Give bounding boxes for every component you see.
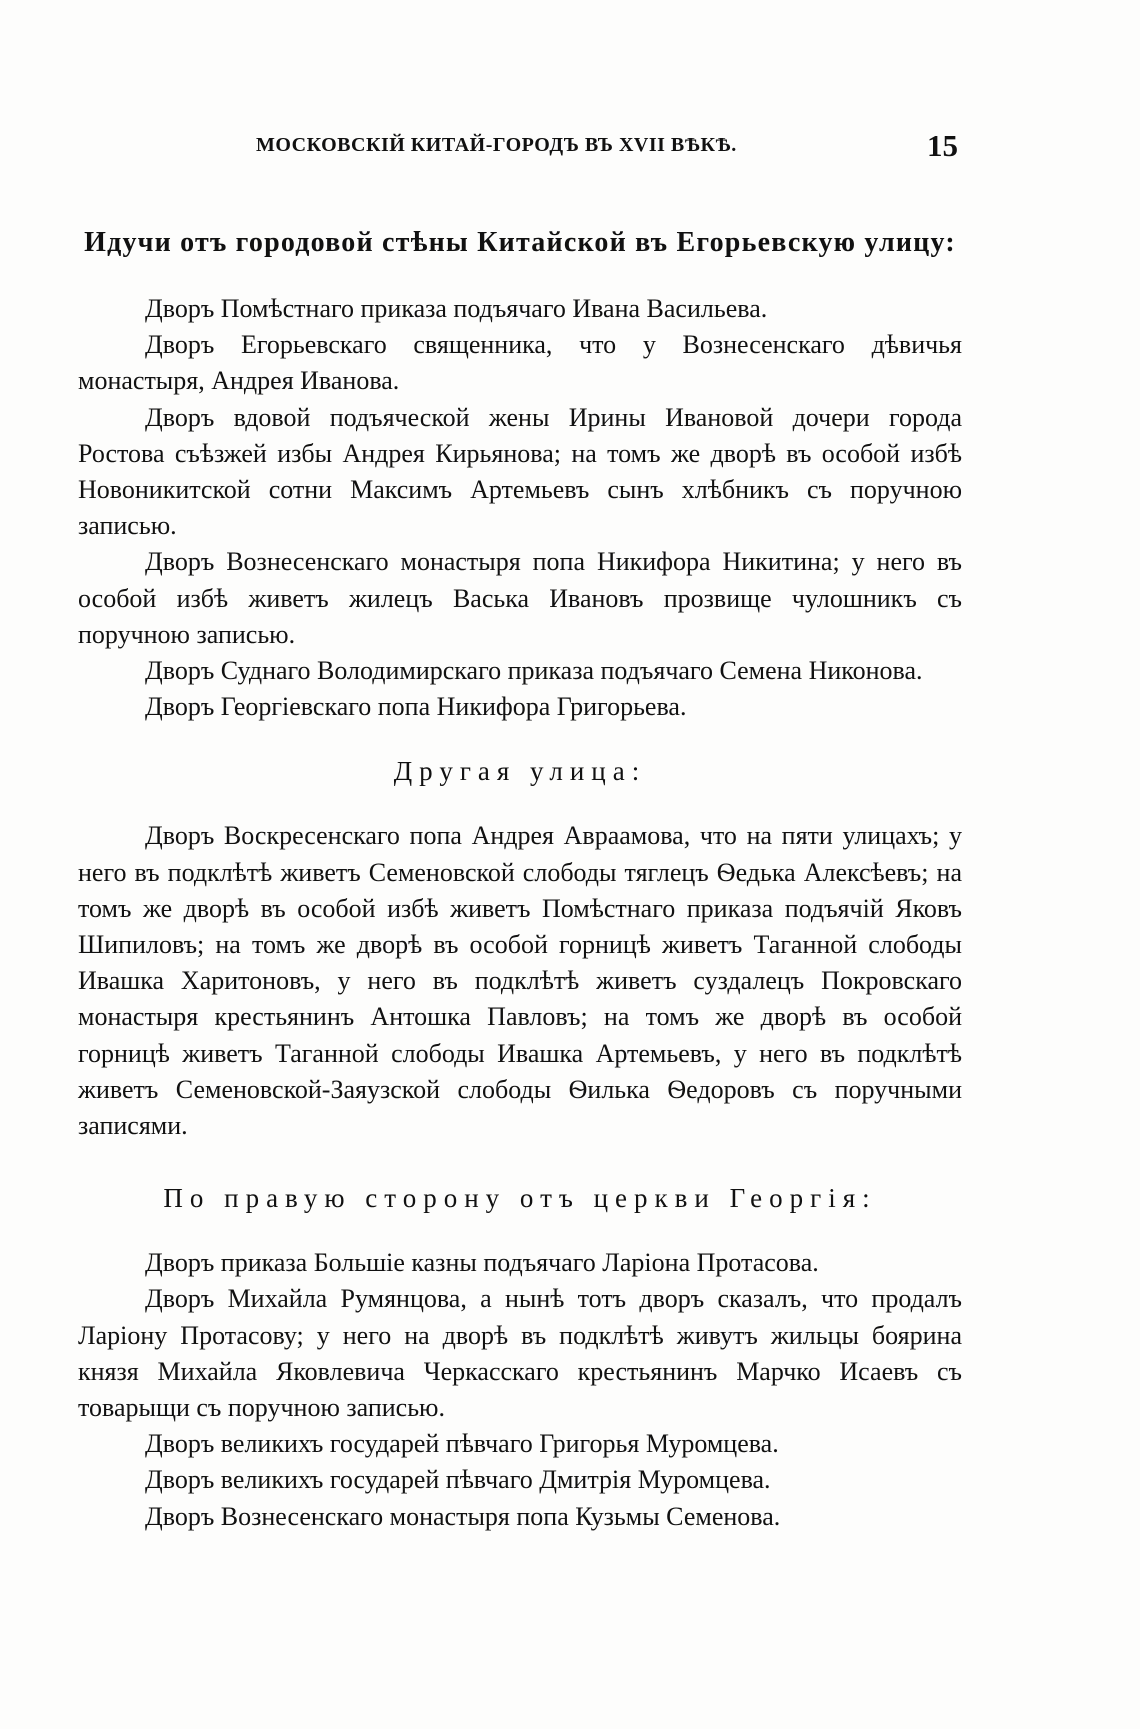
section-heading-other-street: Другая улица: — [393, 756, 647, 787]
paragraph: Дворъ Суднаго Володимирскаго приказа подъячаго Семена Никонова. — [145, 656, 923, 686]
running-title: МОСКОВСКІЙ КИТАЙ-ГОРОДЪ ВЪ XVII ВѢКѢ. — [256, 134, 737, 156]
paragraph: Дворъ Помѣстнаго приказа подъячаго Ивана Васильева. — [145, 294, 768, 323]
paragraph: Дворъ Вознесенскаго монастыря попа Кузьмы Семенова. — [145, 1501, 781, 1531]
paragraph: Дворъ приказа Большіе казны подъячаго Ларіона Протасова. — [145, 1248, 819, 1278]
paragraph: Дворъ вдовой подъяческой жены Ирины Ивановой дочери города Ростова съѣзжей избы Андрея Кирьянова; на томъ же дворѣ въ особой избѣ Новоникитской сотни Максимъ Артемьевъ сынъ хлѣбникъ съ поручною записью. — [78, 402, 962, 541]
body-text — [78, 224, 962, 1535]
paragraph: Дворъ Воскресенскаго попа Андрея Авраамова, что на пяти улицахъ; у него въ подклѣтѣ живетъ Семеновской слободы тяглецъ Ѳедька Алексѣевъ; на томъ же дворѣ въ особой избѣ живетъ Помѣстнаго приказа подъячій Яковъ Шипиловъ; на томъ же дворѣ въ особой горницѣ живетъ Таганной слободы Ивашка Харитоновъ, у него въ подклѣтѣ живетъ суздалецъ Покровскаго монастыря крестьянинъ Антошка Павловъ; на томъ же дворѣ въ особой горницѣ живетъ Таганной слободы Ивашка Артемьевъ, у него въ подклѣтѣ живетъ Семеновской-Заяузской слободы Ѳилька Ѳедоровъ съ поручными записями. — [78, 821, 962, 1141]
paragraph: Дворъ Георгіевскаго попа Никифора Григорьева. — [145, 692, 687, 722]
paragraph: Дворъ великихъ государей пѣвчаго Дмитрія Муромцева. — [145, 1465, 771, 1495]
paragraph: Дворъ Вознесенскаго монастыря попа Никифора Никитина; у него въ особой избѣ живетъ жилецъ Васька Ивановъ прозвище чулошникъ съ поручною записью. — [78, 547, 962, 649]
running-head — [78, 128, 962, 168]
page-number: 15 — [927, 128, 958, 163]
paragraph: Дворъ Михайла Румянцова, а нынѣ тотъ дворъ сказалъ, что продалъ Ларіону Протасову; у него на дворѣ въ подклѣтѣ живутъ жильцы боярина князя Михайла Яковлевича Черкасскаго крестьянинъ Марчко Исаевъ съ товарыщи съ поручною записью. — [78, 1284, 962, 1423]
paragraph: Дворъ великихъ государей пѣвчаго Григорья Муромцева. — [145, 1429, 779, 1459]
paragraph: Дворъ Егорьевскаго священника, что у Вознесенскаго дѣвичья монастыря, Андрея Иванова. — [78, 330, 962, 396]
section-heading-egorievskaya: Идучи отъ городовой стѣны Китайской въ Егорьевскую улицу: — [84, 227, 956, 258]
section-heading-right-side: По правую сторону отъ церкви Георгія: — [163, 1183, 877, 1214]
